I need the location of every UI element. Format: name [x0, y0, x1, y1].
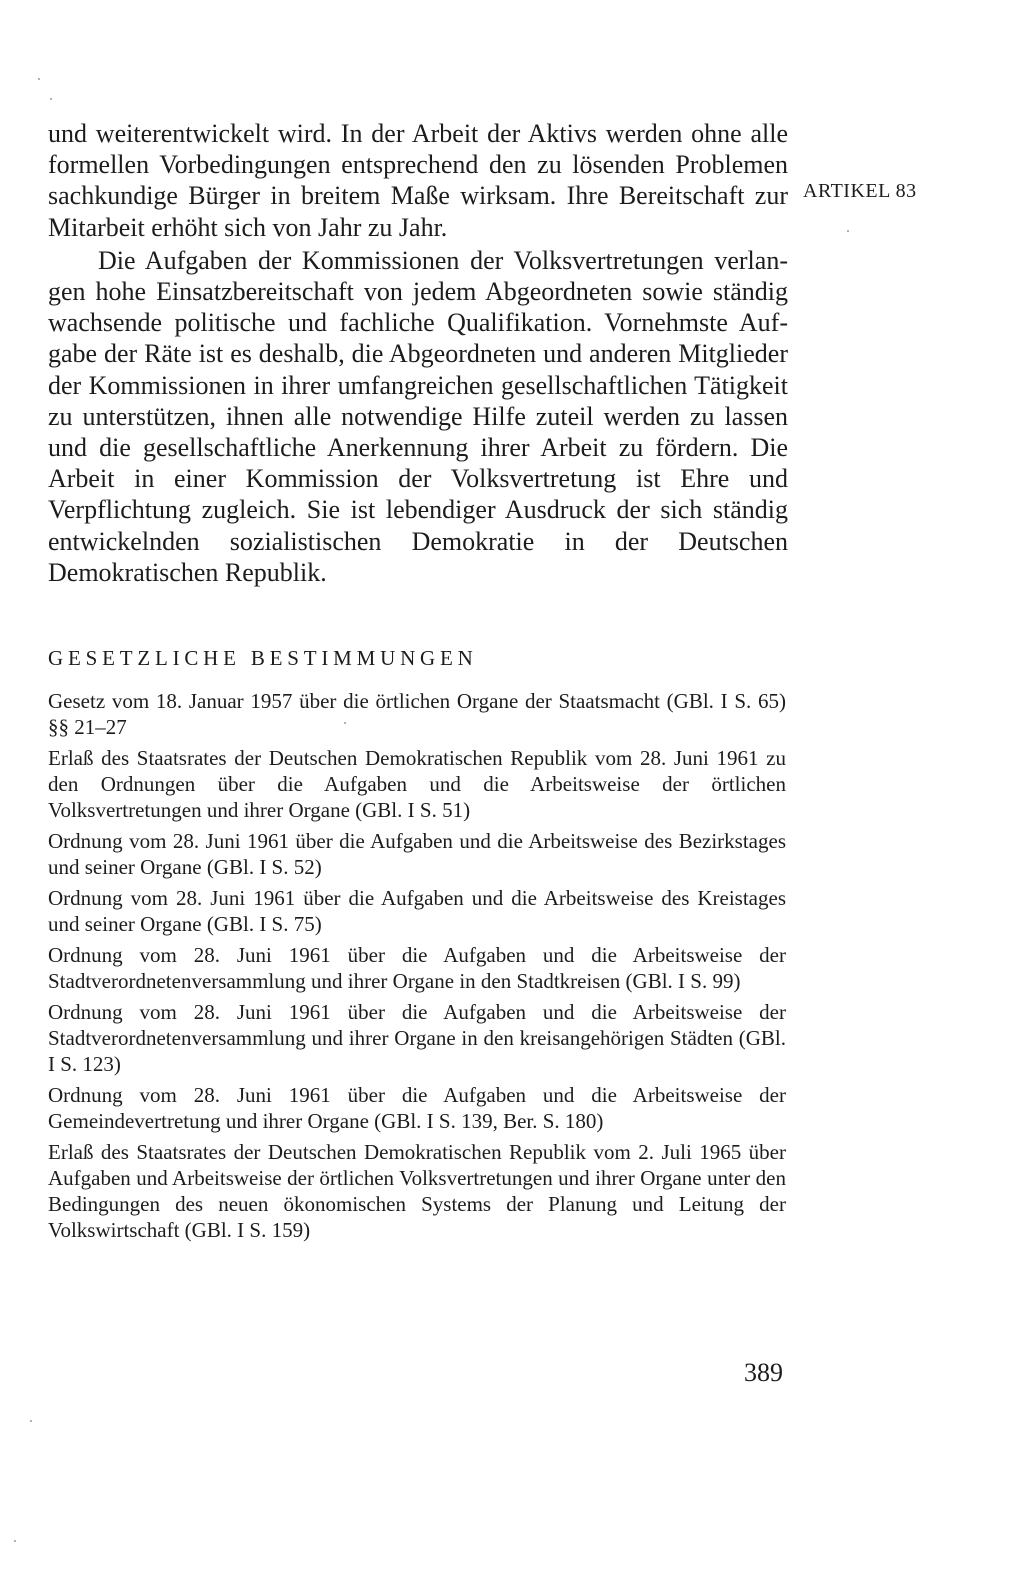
margin-note-article: ARTIKEL 83: [803, 180, 917, 202]
scan-speck: [50, 98, 52, 100]
body-text: [48, 118, 788, 588]
legal-provision: Ordnung vom 28. Juni 1961 über die Aufgaben und die Arbeitsweise der Gemeindevertretung und ihrer Organe (GBl. I S. 139, Ber. S. 180): [48, 1083, 786, 1133]
scan-speck: [344, 722, 346, 724]
legal-provision: Ordnung vom 28. Juni 1961 über die Aufgaben und die Arbeitsweise der Stadtverordnetenversammlung und ihrer Organe in den Stadtkreisen (GBl. I S. 99): [48, 943, 786, 993]
legal-provision: Erlaß des Staatsrates der Deutschen Demokratischen Republik vom 28. Juni 1961 zu den Ordnungen über die Aufgaben und die Arbeitsweise der örtlichen Volksvertretungen und ihrer Organe (GBl. I S. 51): [48, 746, 786, 822]
scan-speck: [30, 1420, 32, 1422]
legal-provision: Ordnung vom 28. Juni 1961 über die Aufgaben und die Arbeitsweise des Kreistages und seiner Organe (GBl. I S. 75): [48, 886, 786, 936]
section-heading: GESETZLICHE BESTIMMUNGEN: [48, 646, 478, 670]
legal-provision: Gesetz vom 18. Januar 1957 über die örtlichen Organe der Staatsmacht (GBl. I S. 65) §§ 21–27: [48, 689, 786, 739]
scan-speck: [14, 1540, 16, 1542]
legal-provision: Ordnung vom 28. Juni 1961 über die Aufgaben und die Arbeitsweise der Stadtverordnetenversammlung und ihrer Organe in den kreisangehörigen Städten (GBl. I S. 123): [48, 1000, 786, 1076]
legal-provision: Erlaß des Staatsrates der Deutschen Demokratischen Republik vom 2. Juli 1965 über Aufgaben und Arbeitsweise der örtlichen Volksvertretungen und ihrer Organe unter den Bedingungen des neuen ökonomischen Systems der Planung und Leitung der Volkswirtschaft (GBl. I S. 159): [48, 1140, 786, 1242]
legal-provision: Ordnung vom 28. Juni 1961 über die Aufgaben und die Arbeitsweise des Bezirkstages und seiner Organe (GBl. I S. 52): [48, 829, 786, 879]
legal-provisions-list: [48, 688, 786, 1248]
scan-speck: [847, 230, 849, 232]
paragraph: Die Aufgaben der Kommissionen der Volksvertretungen verlangen hohe Einsatzbereitschaft von jedem Abgeordneten sowie ständig wachsende politische und fachliche Qualifikation. Vornehmste Aufgabe der Räte ist es deshalb, die Abgeordneten und anderen Mitglieder der Kommissionen in ihrer umfangreichen gesellschaftlichen Tätigkeit zu unterstützen, ihnen alle notwendige Hilfe zuteil werden zu lassen und die gesellschaftliche Anerkennung ihrer Arbeit zu fördern. Die Arbeit in einer Kommission der Volksvertretung ist Ehre und Verpflichtung zugleich. Sie ist lebendiger Ausdruck der sich ständig entwickelnden sozialistischen Demokratie in der Deutschen Demokratischen Republik.: [48, 245, 788, 587]
paragraph: und weiterentwickelt wird. In der Arbeit der Aktivs werden ohne alle formellen Vorbedingungen entsprechend den zu lösenden Problemen sachkundige Bürger in breitem Maße wirksam. Ihre Bereitschaft zur Mitarbeit erhöht sich von Jahr zu Jahr.: [48, 119, 788, 242]
page-number: 389: [744, 1358, 783, 1387]
scan-speck: [38, 78, 40, 80]
